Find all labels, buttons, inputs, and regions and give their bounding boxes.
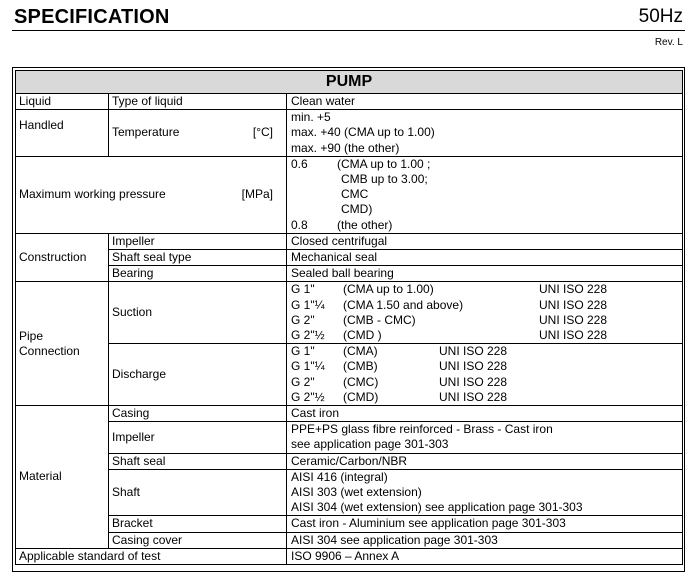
row-value: Sealed ball bearing — [287, 266, 683, 282]
table-row — [16, 422, 683, 453]
table-row — [16, 266, 683, 282]
temperature-value: max. +40 (CMA up to 1.00) — [291, 125, 435, 140]
row-value — [287, 156, 683, 233]
table-row — [16, 156, 683, 233]
pressure-label: Maximum working pressure — [19, 187, 166, 202]
pressure-value: CMD) — [341, 202, 373, 217]
liquid-label-line2: Handled — [19, 118, 64, 133]
row-label: Applicable standard of test — [16, 548, 287, 564]
row-label: Impeller — [109, 233, 287, 249]
table-row — [16, 406, 683, 422]
row-value — [287, 282, 683, 344]
table-row — [16, 548, 683, 564]
row-value: Clean water — [287, 94, 683, 110]
page-title: SPECIFICATION — [14, 6, 170, 28]
pressure-value: CMB up to 3.00; — [341, 172, 428, 187]
row-label — [109, 110, 287, 157]
liquid-label-line1: Liquid — [19, 94, 52, 108]
row-value: Cast iron — [287, 406, 683, 422]
suction-line: G 2"½ (CMD ) UNI ISO 228 — [291, 328, 608, 343]
pipe-label-line1: Pipe — [19, 328, 44, 343]
suction-line: G 2" (CMB - CMC) UNI ISO 228 — [291, 312, 608, 327]
row-label: Shaft — [109, 469, 287, 516]
shaft-material-line: AISI 416 (integral) — [291, 469, 388, 484]
row-label: Impeller — [109, 422, 287, 453]
table-heading: PUMP — [16, 71, 683, 94]
row-value — [287, 344, 683, 406]
table-row — [16, 110, 683, 157]
liquid-label-top — [16, 94, 109, 110]
group-label: Material — [16, 406, 109, 549]
header-divider — [12, 30, 685, 31]
row-value: Mechanical seal — [287, 250, 683, 266]
discharge-line: G 2" (CMC) UNI ISO 228 — [291, 374, 508, 389]
temperature-unit: [°C] — [252, 125, 273, 140]
row-value — [287, 422, 683, 453]
impeller-material-line: PPE+PS glass fibre reinforced - Brass - Cast iron — [291, 422, 553, 437]
pressure-value: 0.6 (CMA up to 1.00 ; — [291, 156, 431, 171]
suction-line: G 1"¼ (CMA 1.50 and above) UNI ISO 228 — [291, 297, 608, 312]
spec-table — [15, 70, 683, 565]
row-value: AISI 304 see application page 301-303 — [287, 532, 683, 548]
row-label: Type of liquid — [109, 94, 287, 110]
row-value — [287, 469, 683, 516]
table-row — [16, 250, 683, 266]
row-label: Discharge — [109, 344, 287, 406]
table-row — [16, 233, 683, 249]
pressure-value: CMC — [341, 187, 369, 202]
table-heading-row — [16, 71, 683, 94]
row-label: Suction — [109, 282, 287, 344]
impeller-material-line: see application page 301-303 — [291, 437, 449, 452]
row-label: Casing cover — [109, 532, 287, 548]
table-row — [16, 469, 683, 516]
table-row — [16, 344, 683, 406]
shaft-material-line: AISI 304 (wet extension) see application page 301-303 — [291, 500, 583, 515]
row-label: Shaft seal — [109, 453, 287, 469]
shaft-material-line: AISI 303 (wet extension) — [291, 485, 422, 500]
pressure-unit: [MPa] — [241, 187, 273, 202]
temperature-label: Temperature — [112, 125, 180, 140]
row-label: Bracket — [109, 516, 287, 532]
table-row — [16, 532, 683, 548]
row-label: Bearing — [109, 266, 287, 282]
frequency-label: 50Hz — [638, 6, 683, 27]
row-label: Casing — [109, 406, 287, 422]
row-value: Cast iron - Aluminium see application page 301-303 — [287, 516, 683, 532]
discharge-line: G 1"¼ (CMB) UNI ISO 228 — [291, 359, 508, 374]
group-label — [16, 282, 109, 406]
row-value: Ceramic/Carbon/NBR — [287, 453, 683, 469]
pipe-label-line2: Connection — [19, 343, 80, 358]
table-row — [16, 94, 683, 110]
temperature-value: max. +90 (the other) — [291, 140, 400, 155]
suction-line: G 1" (CMA up to 1.00) UNI ISO 228 — [291, 282, 608, 297]
pressure-value: 0.8 (the other) — [291, 217, 393, 232]
row-value: ISO 9906 – Annex A — [287, 548, 683, 564]
table-row — [16, 516, 683, 532]
row-label — [16, 156, 287, 233]
row-value: Closed centrifugal — [287, 233, 683, 249]
row-label: Shaft seal type — [109, 250, 287, 266]
row-value — [287, 110, 683, 157]
discharge-line: G 2"½ (CMD) UNI ISO 228 — [291, 389, 508, 404]
table-row — [16, 282, 683, 344]
liquid-label-bottom — [16, 110, 109, 157]
table-row — [16, 453, 683, 469]
revision-label: Rev. L — [654, 37, 683, 48]
group-label: Construction — [16, 233, 109, 282]
temperature-value: min. +5 — [291, 110, 331, 125]
discharge-line: G 1" (CMA) UNI ISO 228 — [291, 344, 508, 359]
